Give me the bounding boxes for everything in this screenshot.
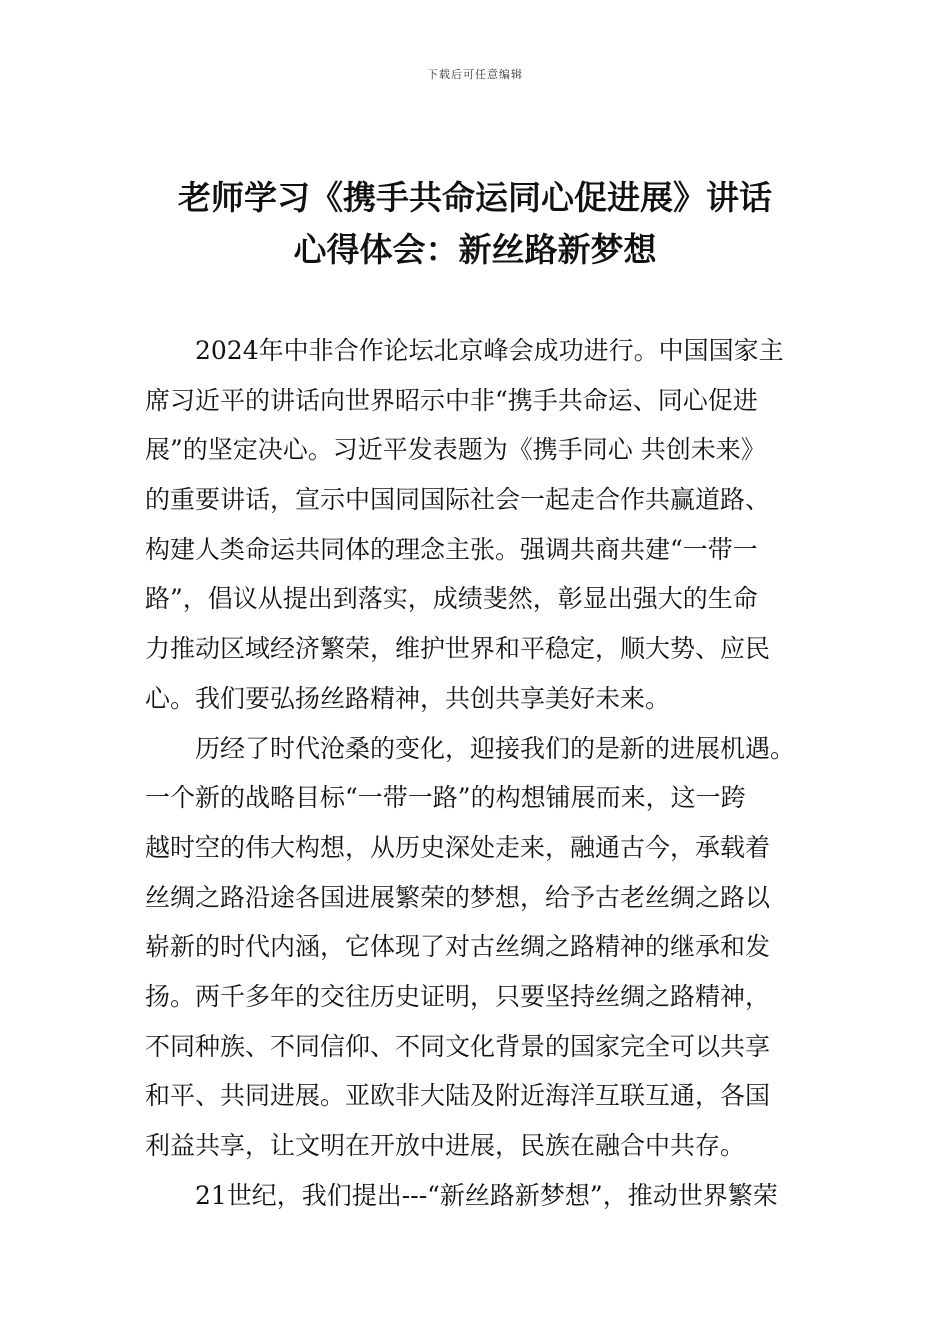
body-line: 2024年中非合作论坛北京峰会成功进行。中国国家主 xyxy=(195,336,784,365)
body-line: 丝绸之路沿途各国进展繁荣的梦想，给予古老丝绸之路以 xyxy=(145,882,771,912)
body-line: 历经了时代沧桑的变化，迎接我们的是新的进展机遇。 xyxy=(195,733,796,763)
body-line: 构建人类命运共同体的理念主张。强调共商共建“一带一 xyxy=(145,534,758,564)
body-line: 展”的坚定决心。习近平发表题为《携手同心 共创未来》 xyxy=(145,435,766,465)
body-line: 扬。两千多年的交往历史证明，只要坚持丝绸之路精神， xyxy=(145,981,771,1011)
body-line: 不同种族、不同信仰、不同文化背景的国家完全可以共享 xyxy=(145,1031,771,1061)
header-note: 下载后可任意编辑 xyxy=(427,68,523,81)
body-line: 利益共享，让文明在开放中进展，民族在融合中共存。 xyxy=(145,1131,746,1160)
body-line: 席习近平的讲话向世界昭示中非“携手共命运、同心促进 xyxy=(145,385,758,415)
body-line: 和平、共同进展。亚欧非大陆及附近海洋互联互通，各国 xyxy=(145,1081,771,1111)
title-line-1: 老师学习《携手共命运同心促进展》讲话 xyxy=(178,178,772,217)
body-line: 21世纪，我们提出---“新丝路新梦想”，推动世界繁荣 xyxy=(195,1180,778,1210)
body-line: 路”，倡议从提出到落实，成绩斐然，彰显出强大的生命 xyxy=(145,584,758,614)
body-line: 力推动区域经济繁荣，维护世界和平稳定，顺大势、应民 xyxy=(145,634,771,664)
title-line-2: 心得体会：新丝路新梦想 xyxy=(293,230,657,269)
document-body xyxy=(145,326,835,1220)
body-line: 心。我们要弘扬丝路精神，共创共享美好未来。 xyxy=(145,683,671,713)
body-line: 的重要讲话，宣示中国同国际社会一起走合作共赢道路、 xyxy=(145,485,771,515)
document-title xyxy=(100,172,850,276)
body-line: 越时空的伟大构想，从历史深处走来，融通古今，承载着 xyxy=(145,832,771,862)
body-line: 一个新的战略目标“一带一路”的构想铺展而来，这一跨 xyxy=(145,783,746,813)
body-line: 崭新的时代内涵，它体现了对古丝绸之路精神的继承和发 xyxy=(145,932,771,962)
